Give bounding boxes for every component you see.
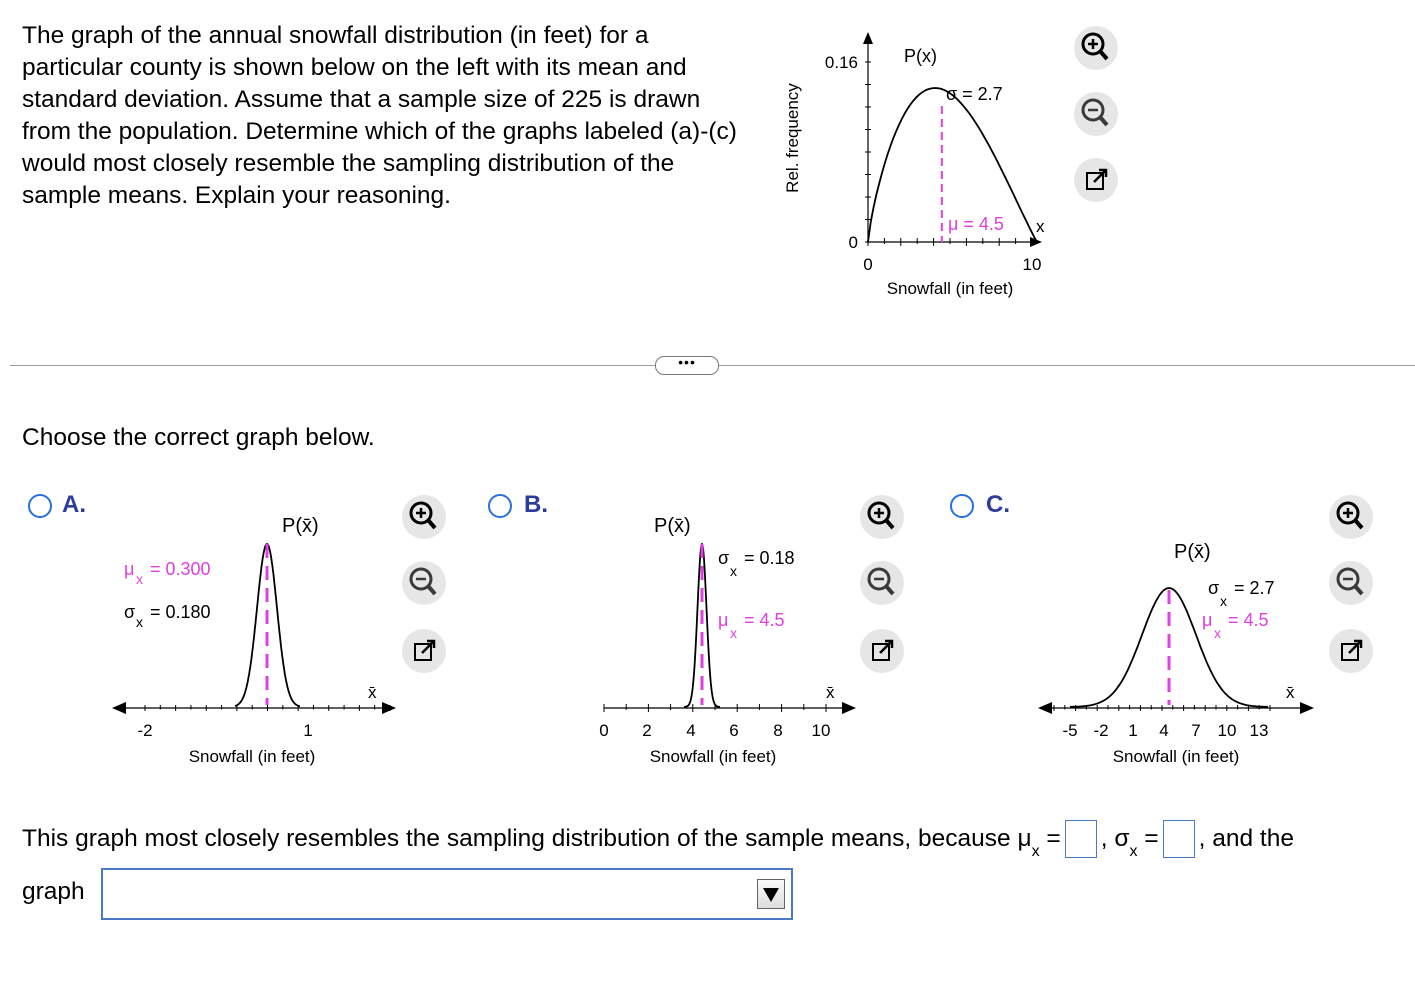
dropdown-arrow[interactable] xyxy=(757,879,785,909)
option-c-radio[interactable] xyxy=(950,494,974,518)
sigma-symbol: σ xyxy=(124,602,136,622)
tick-label: 4 xyxy=(1159,721,1169,740)
tick-label: 10 xyxy=(1217,721,1237,740)
option-b-zoom-out[interactable] xyxy=(858,559,906,607)
equals: = xyxy=(1046,825,1061,852)
y-axis-title: P(x) xyxy=(904,46,937,66)
mu-answer-input[interactable] xyxy=(1065,820,1097,858)
zoom-out-icon xyxy=(400,559,448,607)
zoom-in-icon xyxy=(1072,24,1120,72)
x-tick-0: 0 xyxy=(863,255,873,274)
option-b-popout[interactable] xyxy=(858,627,906,675)
question-text: The graph of the annual snowfall distribution (in feet) for a particular county is shown below on the left with its mean and standard deviation. Assume that a sample size of 225 is drawn from the population. Determine which of the graphs labeled (a)-(c) would most closely resemble the sampling distribution of the sample means. Explain your reasoning. xyxy=(22,22,737,209)
option-a-zoom-out[interactable] xyxy=(400,559,448,607)
popout-icon xyxy=(1327,627,1375,675)
sigma-value: = 2.7 xyxy=(1234,578,1275,598)
mu-value: = 4.5 xyxy=(1228,610,1269,630)
x-axis-left-arrow xyxy=(1038,702,1052,714)
mu-symbol: μ xyxy=(718,610,729,630)
equals: = xyxy=(1144,825,1159,852)
x-var: x̄ xyxy=(826,683,835,702)
option-a-zoom-in[interactable] xyxy=(400,493,448,541)
zoom-in-icon xyxy=(400,493,448,541)
y-title: P(x̄) xyxy=(282,515,319,537)
tick-label: 4 xyxy=(686,721,696,740)
x-axis-label: Snowfall (in feet) xyxy=(1112,747,1240,766)
x-axis-label: Snowfall (in feet) xyxy=(886,279,1014,298)
x-var: x̄ xyxy=(1286,683,1295,702)
zoom-out-icon xyxy=(858,559,906,607)
option-c-letter: C. xyxy=(986,491,1010,518)
graph-label: graph xyxy=(22,878,85,905)
y-axis-arrow xyxy=(863,32,873,44)
more-button[interactable]: ••• xyxy=(655,356,719,375)
option-a-graph xyxy=(100,500,410,780)
sigma-value: = 0.180 xyxy=(150,602,211,622)
sigma-symbol: $\sigma_x$ xyxy=(1114,825,1138,860)
tick-label: 8 xyxy=(773,721,783,740)
zoom-in-icon xyxy=(1327,493,1375,541)
answer-suffix: , and the xyxy=(1198,825,1294,852)
tick-label: -5 xyxy=(1062,721,1078,740)
x-axis-right-arrow xyxy=(842,702,856,714)
zoom-in-button[interactable] xyxy=(1072,24,1120,72)
x-var: x̄ xyxy=(368,683,377,702)
zoom-out-button[interactable] xyxy=(1072,90,1120,138)
x-axis-right-arrow xyxy=(382,702,396,714)
tick-label: 10 xyxy=(811,721,831,740)
option-b-letter: B. xyxy=(524,491,548,518)
option-a-radio[interactable] xyxy=(28,494,52,518)
x-tick-10: 10 xyxy=(1022,255,1042,274)
option-c-graph xyxy=(1030,500,1330,780)
sigma-label: σ = 2.7 xyxy=(946,84,1003,104)
popout-icon xyxy=(858,627,906,675)
y-title: P(x̄) xyxy=(1174,541,1211,563)
popout-icon xyxy=(1072,156,1120,204)
sigma-symbol: σ xyxy=(718,548,730,568)
sigma-sub: x xyxy=(730,563,737,579)
population-graph xyxy=(770,20,1070,310)
option-c-popout[interactable] xyxy=(1327,627,1375,675)
tick-label: 13 xyxy=(1249,721,1269,740)
x-axis-right-arrow xyxy=(1300,702,1314,714)
sigma-symbol: σ xyxy=(1208,578,1220,598)
tick-label: 7 xyxy=(1191,721,1201,740)
mu-label: μ = 4.5 xyxy=(948,214,1004,234)
comma: , xyxy=(1100,825,1108,852)
zoom-out-icon xyxy=(1327,559,1375,607)
answer-sentence xyxy=(22,820,1294,858)
option-b-radio[interactable] xyxy=(488,494,512,518)
y-tick-zero: 0 xyxy=(848,233,858,252)
sigma-sub: x xyxy=(136,614,143,630)
mu-sub: x xyxy=(730,625,737,641)
sigma-answer-input[interactable] xyxy=(1163,820,1195,858)
x-axis-left-arrow xyxy=(112,702,126,714)
triangle-down-icon xyxy=(758,880,784,908)
sigma-sub: x xyxy=(1220,593,1227,609)
tick-label: 6 xyxy=(729,721,739,740)
mu-sub: x xyxy=(1214,625,1221,641)
tick-label: -2 xyxy=(1093,721,1109,740)
x-axis-label: Snowfall (in feet) xyxy=(649,747,777,766)
y-title: P(x̄) xyxy=(654,515,691,537)
option-a-popout[interactable] xyxy=(400,627,448,675)
tick-label: 1 xyxy=(303,721,313,740)
y-axis-label: Rel. frequency xyxy=(783,83,802,193)
mu-symbol: μ xyxy=(1202,610,1213,630)
mu-value: = 0.300 xyxy=(150,559,211,579)
mu-symbol: $\mu_x$ xyxy=(1017,825,1040,860)
tick-label: 0 xyxy=(599,721,609,740)
zoom-out-icon xyxy=(1072,90,1120,138)
y-tick-top: 0.16 xyxy=(824,53,858,72)
tick-label: -2 xyxy=(137,721,153,740)
popout-icon xyxy=(400,627,448,675)
tick-label: 2 xyxy=(642,721,652,740)
x-axis-label: Snowfall (in feet) xyxy=(188,747,316,766)
popout-button[interactable] xyxy=(1072,156,1120,204)
mu-symbol: μ xyxy=(124,559,135,579)
option-b-graph xyxy=(580,500,870,780)
option-c-zoom-in[interactable] xyxy=(1327,493,1375,541)
option-c-zoom-out[interactable] xyxy=(1327,559,1375,607)
zoom-in-icon xyxy=(858,493,906,541)
x-axis-var: x xyxy=(1036,217,1045,236)
answer-prefix: This graph most closely resembles the sampling distribution of the sample means, because xyxy=(22,825,1011,852)
option-a-letter: A. xyxy=(62,491,86,518)
mu-value: = 4.5 xyxy=(744,610,785,630)
sigma-value: = 0.18 xyxy=(744,548,795,568)
choose-prompt: Choose the correct graph below. xyxy=(22,424,375,451)
graph-reason-dropdown[interactable] xyxy=(101,868,793,920)
tick-label: 1 xyxy=(1128,721,1138,740)
mu-sub: x xyxy=(136,571,143,587)
option-b-zoom-in[interactable] xyxy=(858,493,906,541)
